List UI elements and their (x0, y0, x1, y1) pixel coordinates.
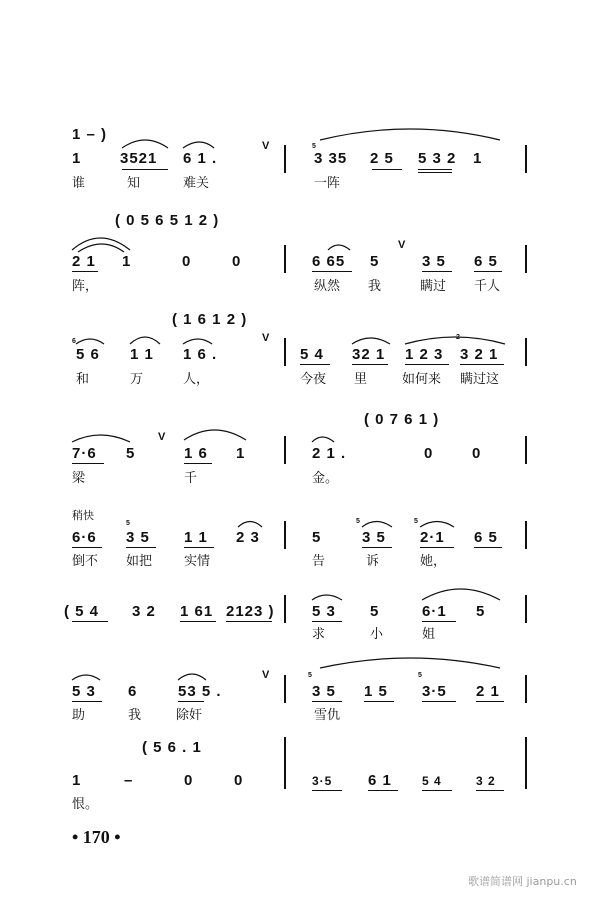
barline (284, 521, 286, 549)
barline (525, 737, 527, 789)
grace-note: 5 (126, 520, 130, 527)
beam (178, 701, 204, 702)
note-r3-7: 1 2 3 (405, 346, 444, 363)
beam (405, 364, 449, 365)
barline (284, 595, 286, 623)
beam (476, 790, 504, 791)
note-r2-3: 0 (182, 253, 192, 270)
note-r4-2: 5 (126, 445, 136, 462)
note-r8-7: 5 4 (422, 774, 442, 788)
lyric: 和 (76, 372, 90, 387)
beam (362, 547, 392, 548)
pre-notes-row8: ( 5 6 . 1 (142, 739, 202, 756)
note-r6-4: 2123 ) (226, 603, 275, 620)
note-r7-2: 6 (128, 683, 138, 700)
beam (422, 271, 452, 272)
lyric: 难关 (183, 176, 210, 191)
lyric: 纵然 (314, 279, 341, 294)
note-r2-4: 0 (232, 253, 242, 270)
note-r1-2: 3521 (120, 150, 158, 167)
barline (525, 436, 527, 464)
note-r4-8: 0 (472, 445, 482, 462)
note-r7-3: 53 5 . (178, 683, 222, 700)
note-r5-1: 6·6 (72, 529, 97, 546)
note-r5-3: 1 1 (184, 529, 208, 546)
barline (284, 245, 286, 273)
beam (420, 547, 454, 548)
breath-mark: V (262, 332, 271, 344)
pre-notes-row4: ( 0 7 6 1 ) (364, 411, 440, 428)
tempo-marking: 稍快 (72, 509, 94, 522)
lyric: 如何来 (402, 372, 442, 387)
beam (460, 364, 504, 365)
note-r5-8: 6 5 (474, 529, 498, 546)
lyric: 今夜 (300, 372, 327, 387)
note-r8-2: – (124, 772, 134, 789)
lyric: 阵， (72, 279, 99, 294)
lyric: 我 (368, 279, 382, 294)
beam (312, 701, 342, 702)
note-r2-1: 2 1 (72, 253, 96, 270)
breath-mark: V (158, 431, 167, 443)
lyric: 告 (312, 554, 326, 569)
beam (72, 701, 102, 702)
lyric: 里 (354, 372, 368, 387)
lyric: 除奸 (176, 708, 203, 723)
lyric: 千 (184, 471, 198, 486)
beam (312, 790, 342, 791)
barline (284, 436, 286, 464)
note-r4-4: 1 6 (184, 445, 208, 462)
lyric: 知 (127, 176, 141, 191)
beam (312, 271, 352, 272)
note-r3-8: 3 2 1 (460, 346, 499, 363)
lyric: 千人 (474, 279, 501, 294)
lyric: 金。 (312, 471, 339, 486)
note-r7-7: 3·5 (422, 683, 447, 700)
grace-note: 5 (308, 672, 312, 679)
lyric: 一阵 (314, 176, 341, 191)
note-r4-1: 7·6 (72, 445, 97, 462)
note-r3-2: 1 1 (130, 346, 154, 363)
note-r1-8: 1 (473, 150, 483, 167)
lyric: 瞒过这 (460, 372, 500, 387)
beam (476, 701, 504, 702)
beam (422, 701, 456, 702)
note-r2-5: 6 65 (312, 253, 346, 270)
lyric: 人， (183, 372, 210, 387)
beam (474, 271, 502, 272)
beam (312, 621, 342, 622)
note-r7-5: 3 5 (312, 683, 336, 700)
beam (422, 621, 456, 622)
note-r8-6: 6 1 (368, 772, 392, 789)
lyric: 她， (420, 554, 447, 569)
lyric: 倒不 (72, 554, 99, 569)
note-r5-4: 2 3 (236, 529, 260, 546)
note-r7-6: 1 5 (364, 683, 388, 700)
note-r6-2: 3 2 (132, 603, 156, 620)
barline (525, 145, 527, 173)
grace-note: 5 (356, 518, 360, 525)
lyric: 助 (72, 708, 86, 723)
grace-note: 6 (72, 338, 76, 345)
beam (72, 547, 102, 548)
lyric: 恨。 (72, 797, 99, 812)
beam (372, 169, 402, 170)
beam (72, 621, 108, 622)
barline (525, 338, 527, 366)
beam (364, 701, 394, 702)
note-r7-1: 5 3 (72, 683, 96, 700)
grace-note: 5 (414, 518, 418, 525)
barline (525, 595, 527, 623)
note-r6-6: 5 (370, 603, 380, 620)
beam (72, 271, 98, 272)
lyric: 谁 (72, 176, 86, 191)
barline (525, 521, 527, 549)
barline (284, 675, 286, 703)
pre-notes-row1: 1 – ) (72, 126, 108, 143)
note-r6-5: 5 3 (312, 603, 336, 620)
note-r5-6: 3 5 (362, 529, 386, 546)
note-r5-5: 5 (312, 529, 322, 546)
beam (418, 169, 452, 170)
lyric: 瞒过 (420, 279, 447, 294)
note-r6-1: ( 5 4 (64, 603, 100, 620)
note-r3-3: 1 6 . (183, 346, 218, 363)
barline (284, 737, 286, 789)
note-r5-7: 2·1 (420, 529, 445, 546)
lyric: 雪仇 (314, 708, 341, 723)
grace-note: 5 (418, 672, 422, 679)
breath-mark: V (262, 669, 271, 681)
beam (126, 547, 156, 548)
lyric: 小 (370, 627, 384, 642)
barline (284, 338, 286, 366)
beam (226, 621, 272, 622)
note-r2-6: 5 (370, 253, 380, 270)
note-r1-1: 1 (72, 150, 82, 167)
note-r6-8: 5 (476, 603, 486, 620)
beam (180, 621, 216, 622)
note-r6-3: 1 61 (180, 603, 214, 620)
lyric: 诉 (366, 554, 380, 569)
grace-note: 2 (456, 334, 460, 341)
note-r4-6: 2 1 . (312, 445, 347, 462)
lyric: 我 (128, 708, 142, 723)
note-r8-8: 3 2 (476, 774, 496, 788)
pre-notes-row2: ( 0 5 6 5 1 2 ) (115, 212, 220, 229)
barline (525, 245, 527, 273)
note-r2-2: 1 (122, 253, 132, 270)
beam (418, 172, 452, 173)
lyric: 万 (130, 372, 144, 387)
note-r1-6: 2 5 (370, 150, 394, 167)
note-r4-7: 0 (424, 445, 434, 462)
beam (352, 364, 388, 365)
beam (184, 547, 214, 548)
note-r4-5: 1 (236, 445, 246, 462)
note-r8-3: 0 (184, 772, 194, 789)
note-r8-4: 0 (234, 772, 244, 789)
lyric: 实情 (184, 554, 211, 569)
beam (300, 364, 330, 365)
note-r2-8: 3 5 (422, 253, 446, 270)
grace-note: 5 (312, 143, 316, 150)
lyric: 姐 (422, 627, 436, 642)
note-r1-7: 5 3 2 (418, 150, 457, 167)
note-r1-5: 3 35 (314, 150, 348, 167)
beam (122, 169, 168, 170)
pre-notes-row3: ( 1 6 1 2 ) (172, 311, 248, 328)
note-r2-9: 6 5 (474, 253, 498, 270)
breath-mark: V (398, 239, 407, 251)
page-number: • 170 • (72, 827, 121, 847)
note-r1-3: 6 1 . (183, 150, 218, 167)
lyric: 如把 (126, 554, 153, 569)
note-r8-1: 1 (72, 772, 82, 789)
beam (368, 790, 398, 791)
barline (525, 675, 527, 703)
note-r8-5: 3·5 (312, 774, 333, 788)
breath-mark: V (262, 140, 271, 152)
note-r3-5: 5 4 (300, 346, 324, 363)
watermark: 歌谱简谱网 jianpu.cn (468, 875, 577, 888)
note-r3-6: 32 1 (352, 346, 386, 363)
note-r3-1: 5 6 (76, 346, 100, 363)
barline (284, 145, 286, 173)
beam (72, 463, 104, 464)
lyric: 梁 (72, 471, 86, 486)
lyric: 求 (312, 627, 326, 642)
note-r6-7: 6·1 (422, 603, 447, 620)
beam (474, 547, 502, 548)
note-r7-8: 2 1 (476, 683, 500, 700)
beam (184, 463, 212, 464)
note-r5-2: 3 5 (126, 529, 150, 546)
beam (422, 790, 452, 791)
